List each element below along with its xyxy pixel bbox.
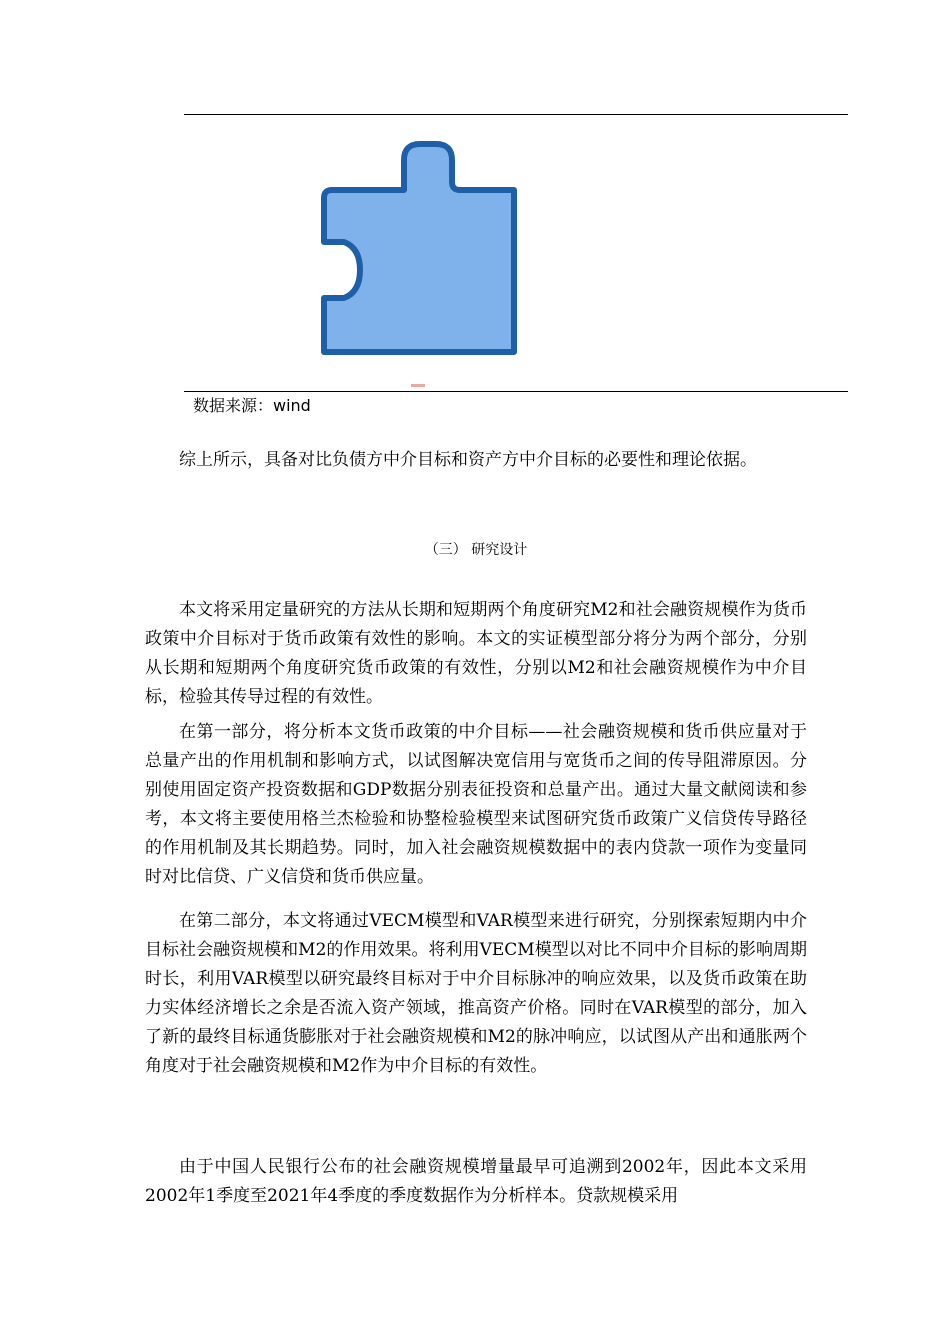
puzzle-piece-icon [318,138,520,358]
figure-caption-mark [411,384,425,387]
figure-bottom-rule [184,391,848,392]
figure-top-rule [184,114,848,115]
data-source-label: 数据来源：wind [193,396,311,415]
body-paragraph-3: 在第二部分，本文将通过VECM模型和VAR模型来进行研究，分别探索短期内中介目标社会融资规模和M2的作用效果。将利用VECM模型以对比不同中介目标的影响周期时长，利用VAR模型以研究最终目标对于中介目标脉冲的响应效果，以及货币政策在助力实体经济增长之余是否流入资产领域，推高资产价格。同时在VAR模型的部分，加入了新的最终目标通货膨胀对于社会融资规模和M2的脉冲响应，以试图从产出和通胀两个角度对于社会融资规模和M2作为中介目标的有效性。 [145,911,807,1076]
body-paragraph-1: 本文将采用定量研究的方法从长期和短期两个角度研究M2和社会融资规模作为货币政策中介目标对于货币政策有效性的影响。本文的实证模型部分将分为两个部分，分别从长期和短期两个角度研究货币政策的有效性，分别以M2和社会融资规模作为中介目标，检验其传导过程的有效性。 [145,600,807,707]
body-paragraph-4: 由于中国人民银行公布的社会融资规模增量最早可追溯到2002年，因此本文采用2002年1季度至2021年4季度的季度数据作为分析样本。贷款规模采用 [145,1157,807,1206]
body-paragraph-2: 在第一部分，将分析本文货币政策的中介目标——社会融资规模和货币供应量对于总量产出的作用机制和影响方式，以试图解决宽信用与宽货币之间的传导阻滞原因。分别使用固定资产投资数据和GDP数据分别表征投资和总量产出。通过大量文献阅读和参考，本文将主要使用格兰杰检验和协整检验模型来试图研究货币政策广义信贷传导路径的作用机制及其长期趋势。同时，加入社会融资规模数据中的表内贷款一项作为变量同时对比信贷、广义信贷和货币供应量。 [145,722,807,887]
section-heading: （三） 研究设计 [424,542,528,558]
summary-paragraph: 综上所示，具备对比负债方中介目标和资产方中介目标的必要性和理论依据。 [179,450,757,470]
